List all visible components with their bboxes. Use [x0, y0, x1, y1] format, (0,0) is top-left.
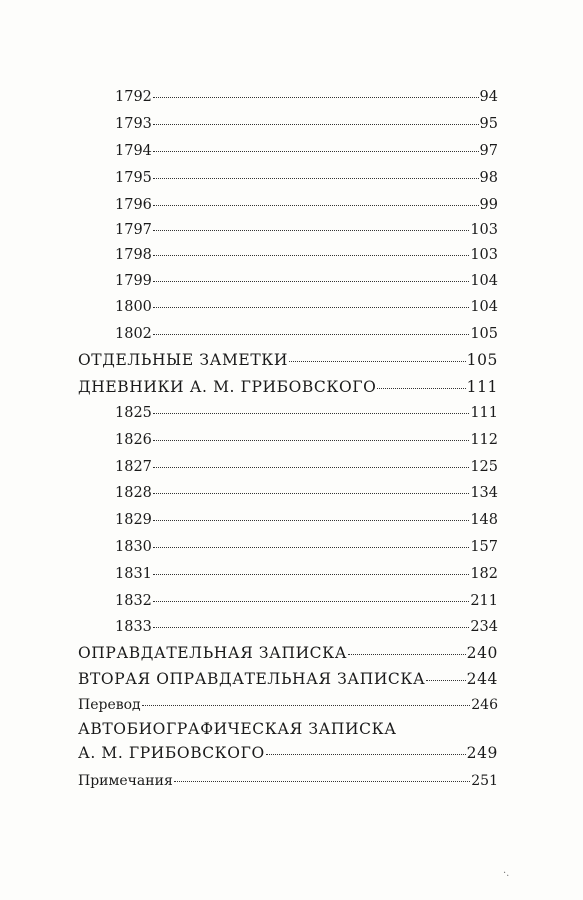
entry-label: 1832	[115, 593, 152, 609]
toc-entry-autobiography-title[interactable]: АВТОБИОГРАФИЧЕСКАЯ ЗАПИСКА	[78, 720, 397, 738]
page-number: 148	[470, 512, 498, 528]
toc-entry-autobiography[interactable]	[78, 744, 498, 762]
entry-label: 1833	[115, 619, 152, 635]
page-number: 103	[470, 222, 498, 238]
toc-entry-year[interactable]	[115, 222, 498, 238]
page-number: 157	[470, 539, 498, 555]
leader-dots	[426, 680, 465, 681]
toc-entry-year[interactable]	[115, 593, 498, 609]
leader-dots	[153, 334, 469, 335]
leader-dots	[153, 230, 469, 231]
leader-dots	[153, 440, 469, 441]
leader-dots	[153, 493, 469, 494]
leader-dots	[153, 574, 469, 575]
toc-entry-year[interactable]	[115, 512, 498, 528]
toc-entry-year[interactable]	[115, 116, 498, 132]
entry-label: 1827	[115, 459, 152, 475]
page-number: 104	[470, 299, 498, 315]
toc-entry-year[interactable]	[115, 170, 498, 186]
leader-dots	[289, 361, 466, 362]
page-number: 234	[470, 619, 498, 635]
leader-dots	[153, 413, 469, 414]
leader-dots	[153, 307, 469, 308]
entry-label: ДНЕВНИКИ А. М. ГРИБОВСКОГО	[78, 378, 377, 396]
toc-entry-second-justification[interactable]	[78, 670, 498, 688]
entry-label: 1802	[115, 326, 152, 342]
entry-label: ОПРАВДАТЕЛЬНАЯ ЗАПИСКА	[78, 644, 348, 662]
leader-dots	[153, 547, 469, 548]
entry-label: 1825	[115, 405, 152, 421]
corner-mark: ·.	[503, 868, 510, 879]
toc-entry-notes[interactable]	[78, 773, 498, 789]
leader-dots	[174, 781, 470, 782]
toc-entry-year[interactable]	[115, 566, 498, 582]
page-number: 111	[466, 378, 498, 396]
entry-label: 1796	[115, 197, 152, 213]
page-number: 251	[471, 773, 498, 789]
entry-label: 1795	[115, 170, 152, 186]
leader-dots	[153, 124, 479, 125]
page-number: 103	[470, 247, 498, 263]
entry-label: Примечания	[78, 773, 173, 789]
leader-dots	[153, 255, 469, 256]
toc-entry-justification[interactable]	[78, 644, 498, 662]
page-number: 95	[479, 116, 498, 132]
leader-dots	[153, 97, 479, 98]
page-number: 240	[466, 644, 498, 662]
entry-label: 1800	[115, 299, 152, 315]
page-number: 211	[470, 593, 498, 609]
leader-dots	[153, 520, 469, 521]
page-number: 94	[479, 89, 498, 105]
leader-dots	[153, 205, 479, 206]
toc-entry-year[interactable]	[115, 197, 498, 213]
entry-label: 1826	[115, 432, 152, 448]
leader-dots	[377, 388, 465, 389]
page-number: 134	[470, 485, 498, 501]
entry-label: 1794	[115, 143, 152, 159]
page-number: 244	[466, 670, 498, 688]
toc-entry-year[interactable]	[115, 619, 498, 635]
entry-label: 1829	[115, 512, 152, 528]
entry-label: 1830	[115, 539, 152, 555]
entry-label: ВТОРАЯ ОПРАВДАТЕЛЬНАЯ ЗАПИСКА	[78, 670, 426, 688]
entry-label: 1797	[115, 222, 152, 238]
entry-label: 1793	[115, 116, 152, 132]
toc-entry-diaries[interactable]	[78, 378, 498, 396]
leader-dots	[153, 178, 479, 179]
entry-label: 1831	[115, 566, 152, 582]
entry-label: А. М. ГРИБОВСКОГО	[78, 744, 265, 762]
toc-entry-year[interactable]	[115, 326, 498, 342]
page-number: 99	[479, 197, 498, 213]
entry-label: 1798	[115, 247, 152, 263]
page-number: 249	[466, 744, 498, 762]
toc-entry-year[interactable]	[115, 405, 498, 421]
page-number: 98	[479, 170, 498, 186]
toc-entry-year[interactable]	[115, 299, 498, 315]
entry-label: 1799	[115, 273, 152, 289]
toc-entry-separate-notes[interactable]	[78, 351, 498, 369]
page-number: 111	[470, 405, 498, 421]
page-number: 97	[479, 143, 498, 159]
page-number: 105	[470, 326, 498, 342]
page-number: 125	[470, 459, 498, 475]
leader-dots	[153, 627, 469, 628]
entry-label: 1828	[115, 485, 152, 501]
toc-entry-year[interactable]	[115, 143, 498, 159]
toc-entry-year[interactable]	[115, 273, 498, 289]
toc-entry-translation[interactable]	[78, 697, 498, 713]
leader-dots	[153, 601, 469, 602]
leader-dots	[348, 654, 466, 655]
page-number: 104	[470, 273, 498, 289]
leader-dots	[266, 754, 466, 755]
toc-entry-year[interactable]	[115, 485, 498, 501]
leader-dots	[153, 151, 479, 152]
entry-label: 1792	[115, 89, 152, 105]
page-number: 112	[470, 432, 498, 448]
entry-label: ОТДЕЛЬНЫЕ ЗАМЕТКИ	[78, 351, 288, 369]
leader-dots	[153, 467, 469, 468]
toc-entry-year[interactable]	[115, 539, 498, 555]
leader-dots	[153, 281, 469, 282]
toc-entry-year[interactable]	[115, 432, 498, 448]
page-number: 182	[470, 566, 498, 582]
leader-dots	[142, 705, 471, 706]
toc-entry-year[interactable]	[115, 247, 498, 263]
entry-label: Перевод	[78, 697, 141, 713]
toc-entry-year[interactable]	[115, 89, 498, 105]
toc-entry-year[interactable]	[115, 459, 498, 475]
page-number: 246	[471, 697, 498, 713]
page-number: 105	[466, 351, 498, 369]
